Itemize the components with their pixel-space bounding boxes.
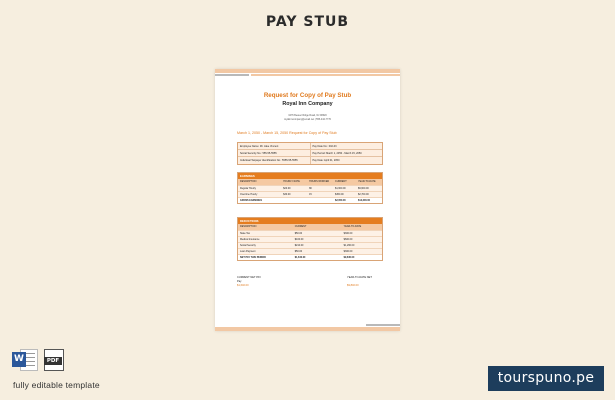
document-title: Request for Copy of Pay Stub: [263, 92, 352, 99]
company-address: 3476 Beaver Ridge Road, NJ 08620: [288, 114, 327, 117]
column-header: YEAR-TO-DATE: [358, 180, 376, 183]
deductions-table: [237, 217, 383, 261]
table-cell: NET PAY THIS PERIOD: [240, 256, 266, 259]
brand-logo: tourspuno.pe: [488, 366, 604, 391]
column-header: DESCRIPTION: [240, 180, 257, 183]
deductions-column-headers: [238, 224, 382, 230]
table-row: [238, 191, 382, 197]
net-pay-current: [237, 276, 261, 288]
company-name: Royal Inn Company: [282, 101, 333, 107]
table-row: [238, 236, 382, 242]
table-cell: GROSS EARNINGS: [240, 199, 262, 202]
table-cell: [281, 198, 307, 203]
ytd-label: YEAR-TO-DATE NET: [347, 276, 372, 279]
table-cell: $600.00: [343, 238, 353, 241]
pay-period-line: March 1, 2050 - March 15, 2050 Request for Copy of Pay Stub: [237, 131, 337, 135]
table-cell: $300.00: [343, 232, 353, 235]
table-row: [238, 230, 382, 236]
table-total-row: [238, 197, 382, 203]
table-cell: $1,260.00: [343, 244, 355, 247]
table-cell: Overtime Hourly: [240, 193, 258, 196]
table-cell: $9,600.00: [358, 187, 369, 190]
table-cell: $50.00: [294, 250, 303, 253]
table-cell: $100.00: [294, 238, 304, 241]
table-cell: $1,600.00: [335, 187, 346, 190]
table-cell: $20.00: [283, 187, 291, 190]
earnings-column-headers: [238, 179, 382, 185]
pdf-icon: PDF: [44, 349, 64, 371]
table-cell: Loan Payment: [240, 250, 256, 253]
table-cell: $50.00: [294, 232, 303, 235]
table-row: [238, 185, 382, 191]
word-icon: W: [12, 349, 38, 371]
company-contact: royalinncompany@email.net | 555-444-7770: [283, 118, 332, 121]
info-row: [238, 143, 382, 150]
column-header: CURRENT: [335, 180, 347, 183]
format-icons: [12, 349, 64, 371]
table-total-row: [238, 254, 382, 260]
top-accent-bar-orange: [251, 74, 400, 76]
table-cell: $30.00: [283, 193, 291, 196]
info-right: Pay Date No.: 002-03: [310, 143, 383, 149]
page-title: PAY STUB: [265, 14, 350, 30]
info-left: Social Security No.: 555-55-5555: [240, 152, 277, 155]
net-pay-label: CURRENT NET PAY: [237, 276, 262, 279]
table-cell: Medical Insurance: [240, 238, 260, 241]
net-pay-sublabel: Pay: [237, 280, 242, 283]
caption-text: fully editable template: [13, 380, 100, 390]
net-pay-summary: [237, 276, 383, 288]
column-header: YEAR-TO-DATE: [343, 225, 362, 228]
column-header: HOURS WORKED: [309, 180, 330, 183]
info-right: Pay Date: April 01, 2050: [310, 157, 383, 164]
net-pay-ytd: [347, 276, 383, 288]
table-cell: Social Security: [240, 244, 256, 247]
table-cell: $9,840.00: [343, 256, 355, 259]
table-cell: $210.00: [294, 244, 304, 247]
column-header: DESCRIPTION: [240, 225, 257, 228]
earnings-table: [237, 172, 383, 204]
info-left: Employee Name: Mr. Jake Vincent: [240, 145, 279, 148]
table-cell: [307, 198, 333, 203]
earnings-heading: EARNINGS: [238, 173, 382, 179]
info-right: Pay Period: March 1, 2050 - March 15, 2050: [310, 150, 383, 156]
net-pay-value: $1,640.00: [237, 284, 249, 287]
table-cell: Regular Hourly: [240, 187, 256, 190]
table-cell: $300.00: [343, 250, 353, 253]
table-cell: 80: [309, 187, 312, 190]
top-accent-bar: [215, 69, 400, 73]
pay-stub-document: [215, 69, 400, 331]
bottom-accent-bar-grey: [366, 324, 400, 326]
bottom-accent-bar: [215, 327, 400, 331]
info-row: [238, 150, 382, 157]
table-cell: $450.00: [335, 193, 344, 196]
table-row: [238, 242, 382, 248]
info-left: Individual Taxpayer Identification No.: 5555-55-5555: [240, 159, 298, 162]
ytd-value: $9,840.00: [347, 284, 359, 287]
employee-info-box: [237, 142, 383, 165]
info-row: [238, 157, 382, 164]
deductions-heading: DEDUCTIONS: [238, 218, 382, 224]
table-cell: 15: [309, 193, 312, 196]
column-header: CURRENT: [294, 225, 307, 228]
column-header: HOURLY RATE: [283, 180, 300, 183]
table-cell: $2,700.00: [358, 193, 369, 196]
top-accent-bar-grey: [215, 74, 249, 76]
table-cell: $1,640.00: [294, 256, 306, 259]
table-row: [238, 248, 382, 254]
table-cell: $2,050.00: [335, 199, 346, 202]
table-cell: $12,300.00: [358, 199, 370, 202]
table-cell: State Tax: [240, 232, 250, 235]
